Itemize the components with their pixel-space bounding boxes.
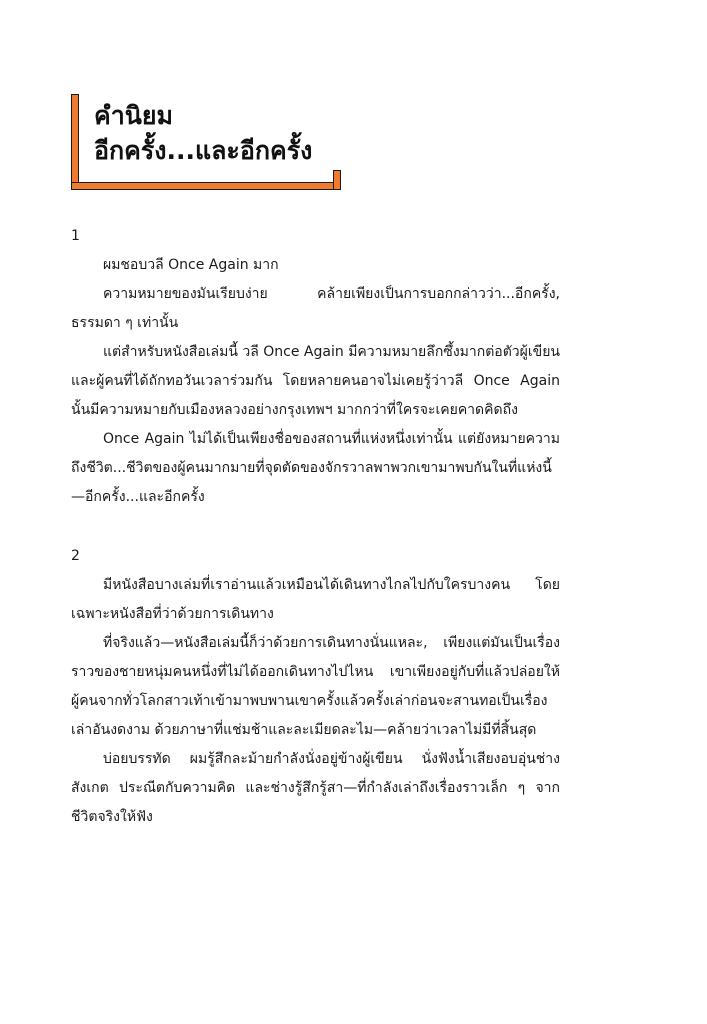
section-spacer bbox=[71, 512, 560, 542]
body-text bbox=[71, 222, 560, 832]
frame-right-tab bbox=[333, 170, 341, 190]
title-line-1: คำนิยม bbox=[94, 101, 173, 130]
paragraph: ความหมายของมันเรียบง่าย คล้ายเพียงเป็นการบอกกล่าวว่า...อีกครั้ง, ธรรมดา ๆ เท่านั้น bbox=[71, 286, 560, 331]
paragraph: บ่อยบรรทัด ผมรู้สึกละม้ายกำลังนั่งอยู่ข้างผู้เขียน นั่งฟังน้ำเสียงอบอุ่นช่างสังเกต ประณีตกับความคิด และช่างรู้สึกรู้สา—ที่กำลังเล่าถึงเรื่องราวเล็ก ๆ จากชีวิตจริงให้ฟัง bbox=[71, 751, 560, 825]
frame-left-bar bbox=[71, 94, 79, 190]
title-line-2: อีกครั้ง...และอีกครั้ง bbox=[94, 136, 313, 165]
paragraph: มีหนังสือบางเล่มที่เราอ่านแล้วเหมือนได้เดินทางไกลไปกับใครบางคน โดยเฉพาะหนังสือที่ว่าด้วยการเดินทาง bbox=[71, 577, 560, 622]
section-1 bbox=[71, 222, 560, 512]
frame-bottom-bar bbox=[71, 182, 341, 190]
section-number: 1 bbox=[71, 228, 80, 244]
paragraph: Once Again ไม่ได้เป็นเพียงชื่อของสถานที่แห่งหนึ่งเท่านั้น แต่ยังหมายความถึงชีวิต...ชีวิตของผู้คนมากมายที่จุดตัดของจักรวาลพาพวกเขามาพบกันในที่แห่งนี้—อีกครั้ง...และอีกครั้ง bbox=[71, 431, 560, 505]
paragraph: แต่สำหรับหนังสือเล่มนี้ วลี Once Again มีความหมายลึกซึ้งมากต่อตัวผู้เขียนและผู้คนที่ได้ถักทอวันเวลาร่วมกัน โดยหลายคนอาจไม่เคยรู้ว่าวลี Once Again นั้นมีความหมายกับเมืองหลวงอย่างกรุงเทพฯ มากกว่าที่ใครจะเคยคาดคิดถึง bbox=[71, 344, 560, 418]
paragraph: ผมชอบวลี Once Again มาก bbox=[103, 257, 279, 273]
section-number: 2 bbox=[71, 548, 80, 564]
paragraph: ที่จริงแล้ว—หนังสือเล่มนี้ก็ว่าด้วยการเดินทางนั่นแหละ, เพียงแต่มันเป็นเรื่องราวของชายหนุ่มคนหนึ่งที่ไม่ได้ออกเดินทางไปไหน เขาเพียงอยู่กับที่แล้วปล่อยให้ผู้คนจากทั่วโลกสาวเท้าเข้ามาพบพานเขาครั้งแล้วครั้งเล่าก่อนจะสานทอเป็นเรื่องเล่าอันงดงาม ด้วยภาษาที่แช่มช้าและละเมียดละไม—คล้ายว่าเวลาไม่มีที่สิ้นสุด bbox=[71, 635, 560, 738]
title-frame bbox=[71, 94, 341, 190]
section-2 bbox=[71, 542, 560, 832]
page-title bbox=[94, 98, 312, 168]
